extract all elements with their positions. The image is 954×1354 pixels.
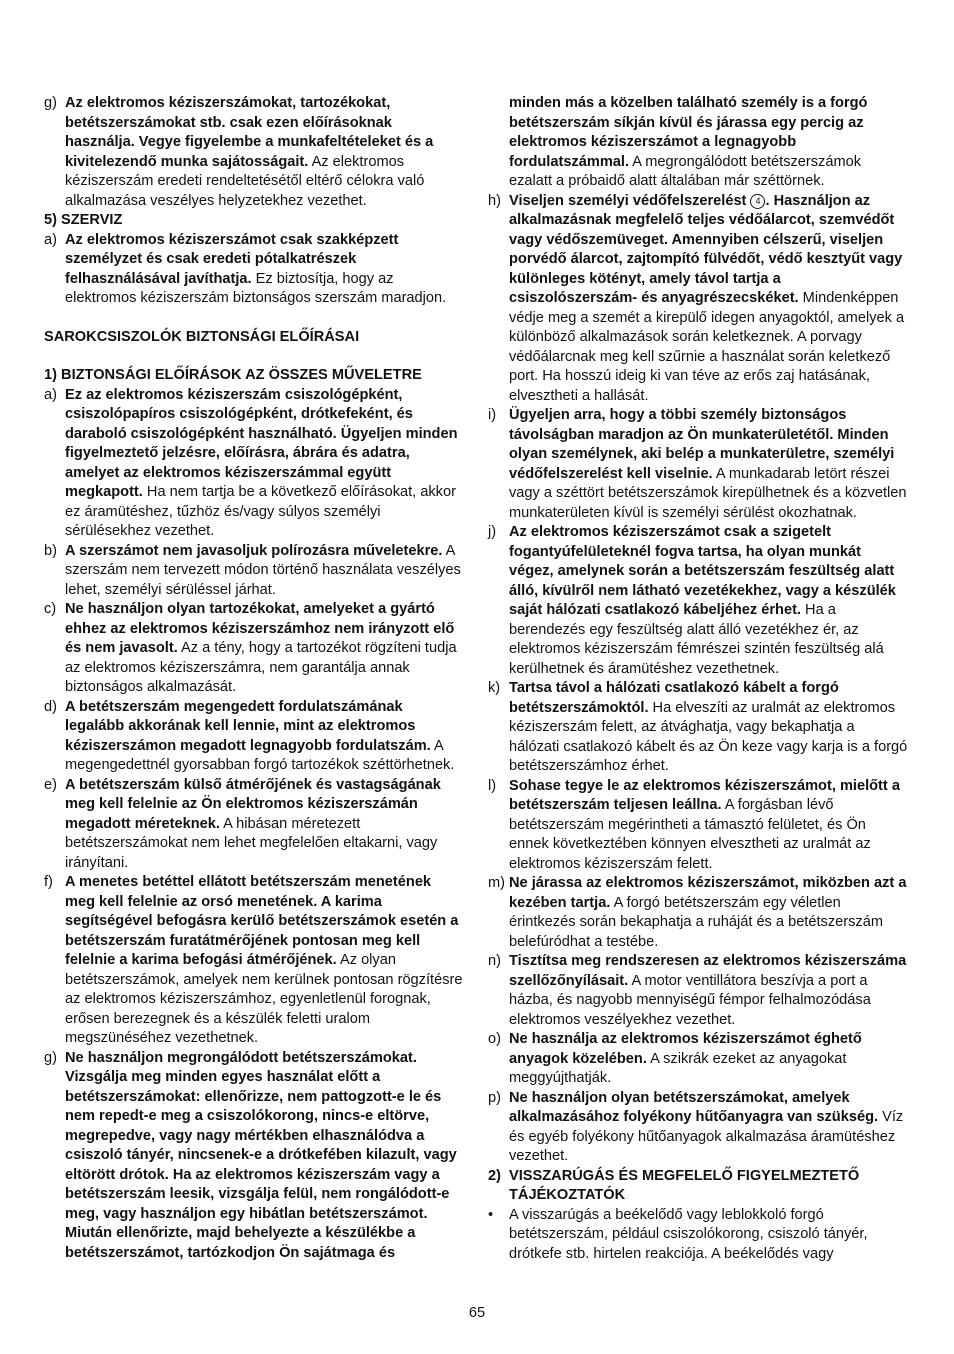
item-text: Ha elveszíti az uralmát az elektromos kéziszerszám felett, az átvághatja, vagy bekaphatja a hálózati csatlakozó kábelt és az Ön keze vagy karja is a forgó betétszerszámhoz érhet. bbox=[509, 699, 908, 774]
item-bold-text: Ez az elektromos kéziszerszám csiszológépként, csiszolópapíros csiszológépként, drótkefeként, és daraboló csiszológépként használható. Ügyeljen minden figyelmeztető jelzésre, előírásra, ábrára és adatra, amelyet az elektromos kéziszerszámmal együtt megkapott. bbox=[65, 386, 458, 500]
item-bold-text: Az elektromos kéziszerszámokat, tartozékokat, betétszerszámokat stb. csak ezen előírásoknak használja. Vegye figyelembe a munkafeltételeket és a kivitelezendő munka sajátosságait. bbox=[65, 95, 434, 170]
item-bold-text: Az elektromos kéziszerszámot csak szakképzett személyzet és csak eredeti pótalkatrészek felhasználásával javíthatja. bbox=[65, 231, 399, 287]
item-text: A forgó betétszerszám egy véletlen érintkezés során bekaphatja a ruháját és a betétszerszám belefúródhat a testébe. bbox=[509, 894, 883, 950]
item-text: A visszarúgás a beékelődő vagy leblokkoló forgó betétszerszám, például csiszolókorong, csiszoló tányér, drótkefe stb. hirtelen reakciója. A beékelődés vagy bbox=[509, 1206, 868, 1262]
item-text: Az a tény, hogy a tartozékot rögzíteni tudja az elektromos kéziszerszámra, nem garantálja annak biztonságos alkalmazását. bbox=[65, 640, 457, 695]
bullet-item bbox=[488, 1206, 908, 1265]
list-item bbox=[488, 1030, 908, 1089]
list-item bbox=[44, 600, 464, 698]
item-bold-text: Ne használjon olyan tartozékokat, amelyeket a gyártó ehhez az elektromos kéziszerszámhoz nem irányzott elő és nem javasolt. bbox=[65, 601, 455, 656]
kickback-heading bbox=[488, 1167, 908, 1206]
item-text: Ez biztosítja, hogy az elektromos kéziszerszám biztonságos szerszám maradjon. bbox=[65, 270, 447, 306]
heading-number: 2) bbox=[488, 1167, 501, 1184]
item-label: a) bbox=[44, 231, 57, 248]
list-item bbox=[44, 542, 464, 601]
item-label: j) bbox=[488, 524, 497, 540]
item-label: f) bbox=[44, 874, 53, 890]
item-text: Az elektromos kéziszerszám eredeti rendeltetésétől eltérő célokra való alkalmazása veszélyes helyzetekhez vezethet. bbox=[65, 153, 425, 209]
item-text: Ha nem tartja be a következő előírásokat, akkor ez áramütéshez, tűzhöz és/vagy súlyos személyi sérülésekhez vezethet. bbox=[65, 484, 456, 539]
item-bold-text: Az elektromos kéziszerszámot csak a szigetelt fogantyúfelületeknél fogva tartsa, ha olyan munkát végez, amelynek során a betétszerszám feszültség alatt álló, kívülről nem látható vezetékekhez, vagy a készülék saját hálózati csatlakozó kábeljéhez érhet. bbox=[509, 524, 896, 618]
list-item bbox=[488, 874, 908, 952]
list-item bbox=[488, 406, 908, 523]
list-item-continuation bbox=[488, 94, 908, 192]
item-bold-text: Tartsa távol a hálózati csatlakozó kábelt a forgó betétszerszámoktól. bbox=[509, 680, 839, 716]
item-bold-text: Ne használjon olyan betétszerszámokat, amelyek alkalmazásához folyékony hűtőanyagra van szükség. bbox=[509, 1089, 879, 1125]
item-label: i) bbox=[488, 407, 497, 423]
item-label: m) bbox=[488, 875, 506, 891]
list-item bbox=[44, 776, 464, 874]
item-label: k) bbox=[488, 680, 501, 696]
item-text: A megengedettnél gyorsabban forgó tartozékok széttörhetnek. bbox=[65, 737, 455, 773]
item-bold-text: Ne használja az elektromos kéziszerszámot éghető anyagok közelében. bbox=[509, 1031, 862, 1067]
item-bold-text: A menetes betéttel ellátott betétszerszám menetének meg kell felelnie az orsó menetének. A karima segítségével befogásra kerülő betétszerszámok esetén a betétszerszám furatátmérőjének pontosan meg kell felelnie a karima befogási átmérőjének. bbox=[65, 874, 459, 968]
item-bold-text: A szerszámot nem javasoljuk polírozásra műveletekre. bbox=[65, 542, 443, 559]
list-item-service-a bbox=[44, 231, 464, 309]
list-item bbox=[488, 777, 908, 875]
list-item bbox=[488, 523, 908, 679]
figure-reference-marker: 4 bbox=[750, 194, 765, 209]
item-text: A megrongálódott betétszerszámok ezalatt a próbaidő alatt általában már széttörnek. bbox=[509, 153, 862, 189]
item-bold-text: A betétszerszám külső átmérőjének és vastagságának meg kell felelnie az Ön elektromos kéziszerszámán megadott méreteknek. bbox=[65, 776, 441, 832]
left-column bbox=[44, 94, 464, 1263]
item-text: A forgásban lévő betétszerszám megérintheti a támasztó felületet, és Ön ennek következtében könnyen elvesztheti az uralmát az elektromos kéziszerszám felett. bbox=[509, 797, 871, 872]
right-column bbox=[488, 94, 908, 1264]
item-bold-text: Ne használjon megrongálódott betétszerszámokat. Vizsgálja meg minden egyes használat előtt a betétszerszámokat: ellenőrizze, nem pattogzott-e le és nem repedt-e meg a csiszolókorong, nincs-e eltörve, megrepedve, vagy nagy mértékben elhasználódva a csiszoló tányér, nincsenek-e a drótkefében kilazult, vagy eltörött drótok. Ha az elektromos kéziszerszám vagy a betétszerszám leesik, vizsgálja felül, nem rongálódott-e meg, vagy használjon egy hibátlan betétszerszámot. Miután ellenőrizte, majd behelyezte a készülékbe a betétszerszámot, tartózkodjon Ön sajátmaga és bbox=[65, 1049, 457, 1261]
list-item bbox=[44, 386, 464, 542]
item-label: b) bbox=[44, 542, 57, 559]
list-item bbox=[44, 698, 464, 776]
sub-heading: 1) BIZTONSÁGI ELŐÍRÁSOK AZ ÖSSZES MŰVELETRE bbox=[44, 367, 422, 383]
item-label: n) bbox=[488, 953, 501, 969]
section-title: SAROKCSISZOLÓK BIZTONSÁGI ELŐÍRÁSAI bbox=[44, 328, 360, 345]
item-bold-text-continued: . Használjon az alkalmazásnak megfelelő teljes védőálarcot, szemvédőt vagy védőszemüveget. Amennyiben célszerű, viseljen porvédő álarcot, zajtompító fülvédőt, védő kesztyűt vagy különleges kötényt, amely távol tartja a csiszolószerszám- és anyagrészecskéket. bbox=[509, 192, 903, 306]
item-text: A szikrák ezeket az anyagokat meggyújthatják. bbox=[509, 1050, 847, 1086]
service-heading: 5) SZERVIZ bbox=[44, 212, 123, 228]
item-bold-text: Sohase tegye le az elektromos kéziszerszámot, mielőtt a betétszerszám teljesen leállna. bbox=[509, 777, 900, 813]
item-text: A hibásan méretezett betétszerszámokat nem lehet megfelelően eltakarni, vagy irányítani. bbox=[65, 815, 438, 871]
list-item bbox=[488, 192, 908, 407]
item-text: Az olyan betétszerszámok, amelyek nem kerülnek pontosan rögzítésre az elektromos kéziszerszámhoz, egyenletlenül forognak, erősen berezegnek és a készülék feletti uralom megszünéséhez vezethetnek. bbox=[65, 952, 463, 1046]
item-label: a) bbox=[44, 386, 57, 403]
item-text: Mindenképpen védje meg a szemét a kirepülő idegen anyagoktól, amelyek a különböző alkalmazások során keletkeznek. A porvagy védőálarcnak meg kell szűrnie a használat során keletkező port. Ha hosszú ideig ki van téve az erős zaj hatásának, elvesztheti a hallását. bbox=[509, 290, 905, 404]
item-label: h) bbox=[488, 192, 501, 209]
list-item bbox=[488, 1089, 908, 1167]
item-text: A szerszám nem tervezett módon történő használata veszélyes lehet, személyi sérüléssel járhat. bbox=[65, 542, 461, 598]
bullet-icon: • bbox=[488, 1206, 494, 1223]
heading-text: VISSZARÚGÁS ÉS MEGFELELŐ FIGYELMEZTETŐ TÁJÉKOZTATÓK bbox=[509, 1167, 860, 1203]
item-label: g) bbox=[44, 1049, 57, 1066]
item-label: e) bbox=[44, 776, 57, 793]
item-text: Víz és egyéb folyékony hűtőanyagok alkalmazása áramütéshez vezethet. bbox=[509, 1109, 904, 1164]
item-label: p) bbox=[488, 1089, 501, 1106]
item-text: A munkadarab letört részei vagy a széttört betétszerszámok kirepülhetnek és a közvetlen munkaterületen kívül is személyi sérülést okozhatnak. bbox=[509, 465, 907, 521]
item-bold-text: Ügyeljen arra, hogy a többi személy biztonságos távolságban maradjon az Ön munkaterületétől. Minden olyan személynek, aki belép a munkaterületre, személyi védőfelszerelést kell viselnie. bbox=[509, 407, 895, 482]
item-bold-text: Viseljen személyi védőfelszerelést bbox=[509, 192, 747, 209]
list-item bbox=[488, 679, 908, 777]
item-label: g) bbox=[44, 95, 57, 111]
item-bold-text: minden más a közelben található személy is a forgó betétszerszám síkján kívül és járassa egy percig az elektromos kéziszerszámot a legnagyobb fordulatszámmal. bbox=[509, 95, 868, 170]
list-item bbox=[488, 952, 908, 1030]
item-text: Ha a berendezés egy feszültség alatt álló vezetékhez ér, az elektromos kéziszerszám fémrészei szintén feszültség alá kerülhetnek és áramütéshez vezethetnek. bbox=[509, 602, 884, 677]
item-label: o) bbox=[488, 1031, 501, 1047]
item-bold-text: Tisztítsa meg rendszeresen az elektromos kéziszerszáma szellőzőnyílásait. bbox=[509, 953, 907, 989]
item-bold-text: Ne járassa az elektromos kéziszerszámot, miközben azt a kezében tartja. bbox=[509, 875, 907, 911]
item-text: A motor ventillátora beszívja a port a házba, és nagyobb mennyiségű fémpor felhalmozódása elektromos veszélyekhez vezethet. bbox=[509, 972, 871, 1028]
list-item bbox=[44, 873, 464, 1049]
item-label: c) bbox=[44, 601, 57, 617]
item-label: d) bbox=[44, 698, 57, 715]
item-label: l) bbox=[488, 777, 497, 794]
list-item bbox=[44, 1049, 464, 1264]
page-number: 65 bbox=[468, 1305, 486, 1321]
list-item-g-general bbox=[44, 94, 464, 211]
item-bold-text: A betétszerszám megengedett fordulatszámának legalább akkorának kell lennie, mint az elektromos kéziszerszámon megadott legnagyobb fordulatszám. bbox=[65, 698, 431, 754]
